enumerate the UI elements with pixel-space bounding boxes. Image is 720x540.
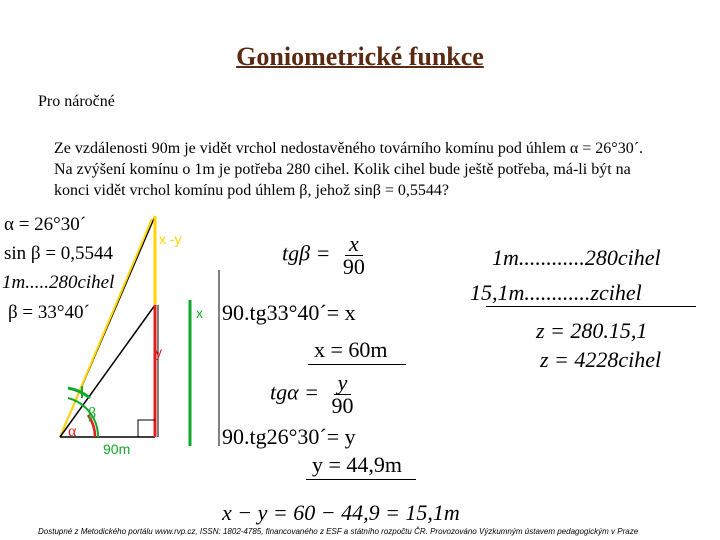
given-alpha: α = 26°30´ bbox=[4, 214, 87, 235]
beta-step-2: 90.tg33°40´= x bbox=[222, 300, 356, 325]
x-result-underline bbox=[308, 364, 406, 365]
right-angle-mark bbox=[138, 420, 155, 437]
brick-row-2: 15,1m............zcihel bbox=[470, 280, 642, 305]
tg-alpha-den: 90 bbox=[331, 393, 354, 418]
tg-alpha-fraction bbox=[328, 372, 358, 417]
footer-note: Dostupné z Metodického portálu www.rvp.cz, ISSN: 1802-4785, financovaného z ESF a státního rozpočtu ČR. Provozováno Výzkumným ústavem pedagogickým v Praze bbox=[38, 527, 639, 536]
alpha-step-2: 90.tg26°30´= y bbox=[222, 424, 356, 449]
tg-beta-den: 90 bbox=[342, 254, 365, 279]
tg-alpha-lhs: tgα = bbox=[270, 379, 320, 405]
problem-line-2: Na zvýšení komínu o 1m je potřeba 280 cihel. Kolik cihel bude ještě potřeba, má-li být na bbox=[54, 161, 631, 178]
page-subtitle: Pro náročné bbox=[38, 93, 115, 110]
tg-beta-fraction bbox=[339, 233, 369, 278]
label-x-minus-y: x -y bbox=[159, 231, 182, 247]
label-90m: 90m bbox=[103, 441, 131, 457]
problem-line-3: konci vidět vrchol komínu pod úhlem β, jehož sinβ = 0,5544? bbox=[54, 182, 450, 199]
tg-alpha-num: y bbox=[334, 372, 352, 395]
tg-beta-equation bbox=[282, 233, 372, 278]
tg-beta-num: x bbox=[345, 233, 363, 256]
label-x: x bbox=[196, 305, 203, 321]
final-equation: x − y = 60 − 44,9 = 15,1m bbox=[222, 500, 460, 525]
label-y: y bbox=[155, 344, 162, 360]
brick-eq-2: z = 4228cihel bbox=[540, 347, 662, 372]
problem-line-1: Ze vzdálenosti 90m je vidět vrchol nedostavěného továrního komínu pod úhlem α = 26°30´. bbox=[54, 140, 644, 157]
page-title: Goniometrické funkce bbox=[236, 42, 484, 71]
label-beta: β bbox=[88, 405, 97, 422]
tg-beta-lhs: tgβ = bbox=[282, 240, 331, 266]
given-sinbeta: sin β = 0,5544 bbox=[4, 243, 114, 264]
tg-alpha-equation bbox=[270, 372, 361, 417]
brick-eq-1: z = 280.15,1 bbox=[536, 318, 648, 343]
y-result: y = 44,9m bbox=[312, 452, 403, 477]
label-alpha: α bbox=[68, 423, 77, 440]
brick-divider bbox=[486, 306, 696, 307]
brick-row-1: 1m............280cihel bbox=[492, 245, 661, 270]
x-result: x = 60m bbox=[314, 337, 388, 362]
given-bricks: 1m.....280cihel bbox=[2, 272, 115, 293]
y-result-underline bbox=[306, 479, 416, 480]
given-beta: β = 33°40´ bbox=[8, 302, 90, 323]
